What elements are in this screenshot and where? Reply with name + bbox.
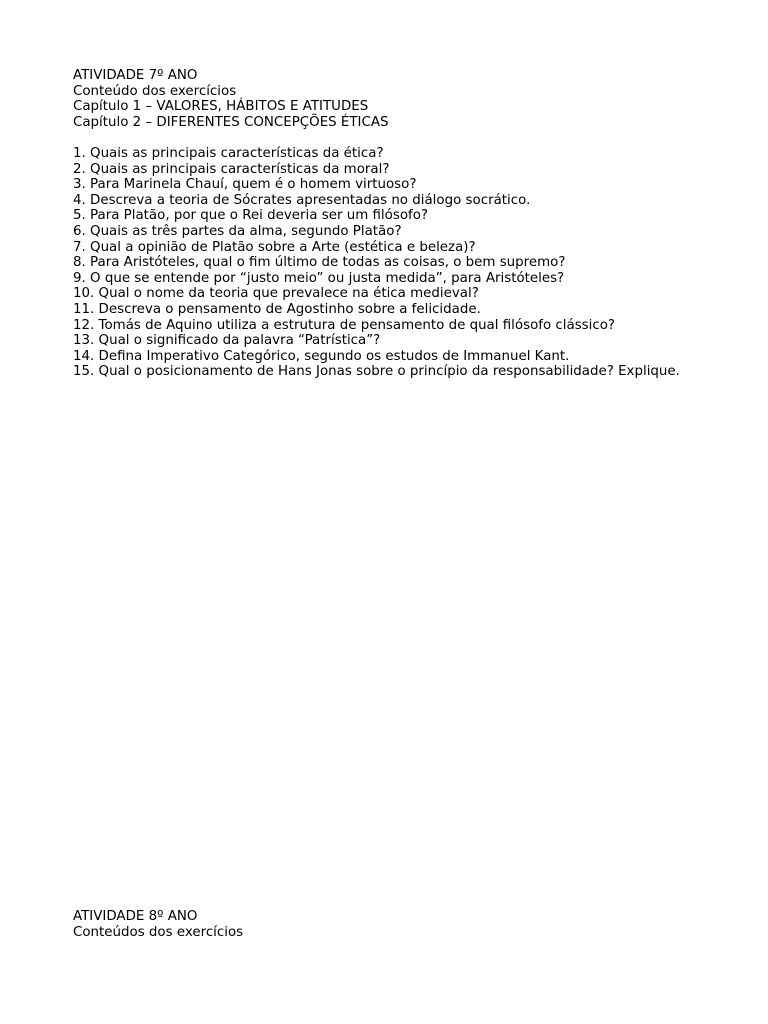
question-14: 14. Defina Imperativo Categórico, segundo os estudos de Immanuel Kant.: [73, 348, 570, 364]
chapter-1: Capítulo 1 – VALORES, HÁBITOS E ATITUDES: [73, 99, 369, 115]
question-3: 3. Para Marinela Chauí, quem é o homem virtuoso?: [73, 177, 417, 193]
question-10: 10. Qual o nome da teoria que prevalece na ética medieval?: [73, 286, 479, 302]
question-7: 7. Qual a opinião de Platão sobre a Arte (estética e beleza)?: [73, 239, 476, 255]
section-title: ATIVIDADE 8º ANO: [73, 909, 198, 924]
question-9: 9. O que se entende por “justo meio” ou justa medida”, para Aristóteles?: [73, 270, 565, 286]
section-subtitle: Conteúdos dos exercícios: [73, 924, 244, 940]
question-13: 13. Qual o significado da palavra “Patrística”?: [73, 333, 381, 349]
question-6: 6. Quais as três partes da alma, segundo Platão?: [73, 223, 402, 239]
question-15: 15. Qual o posicionamento de Hans Jonas sobre o princípio da responsabilidade? Explique.: [73, 364, 680, 380]
question-4: 4. Descreva a teoria de Sócrates apresentadas no diálogo socrático.: [73, 192, 531, 208]
question-11: 11. Descreva o pensamento de Agostinho sobre a felicidade.: [73, 301, 481, 317]
section-title: ATIVIDADE 7º ANO: [73, 68, 198, 83]
question-5: 5. Para Platão, por que o Rei deveria ser um filósofo?: [73, 208, 429, 224]
chapter-2: Capítulo 2 – DIFERENTES CONCEPÇÕES ÉTICAS: [73, 114, 389, 130]
activity-8th-year: [73, 909, 693, 940]
question-2: 2. Quais as principais características da moral?: [73, 161, 390, 177]
question-1: 1. Quais as principais características da ética?: [73, 145, 384, 161]
section-subtitle: Conteúdo dos exercícios: [73, 83, 237, 99]
question-8: 8. Para Aristóteles, qual o fim último de todas as coisas, o bem supremo?: [73, 255, 566, 271]
question-12: 12. Tomás de Aquino utiliza a estrutura de pensamento de qual filósofo clássico?: [73, 317, 616, 333]
activity-7th-year: [73, 68, 693, 380]
blank-line: [73, 130, 693, 146]
